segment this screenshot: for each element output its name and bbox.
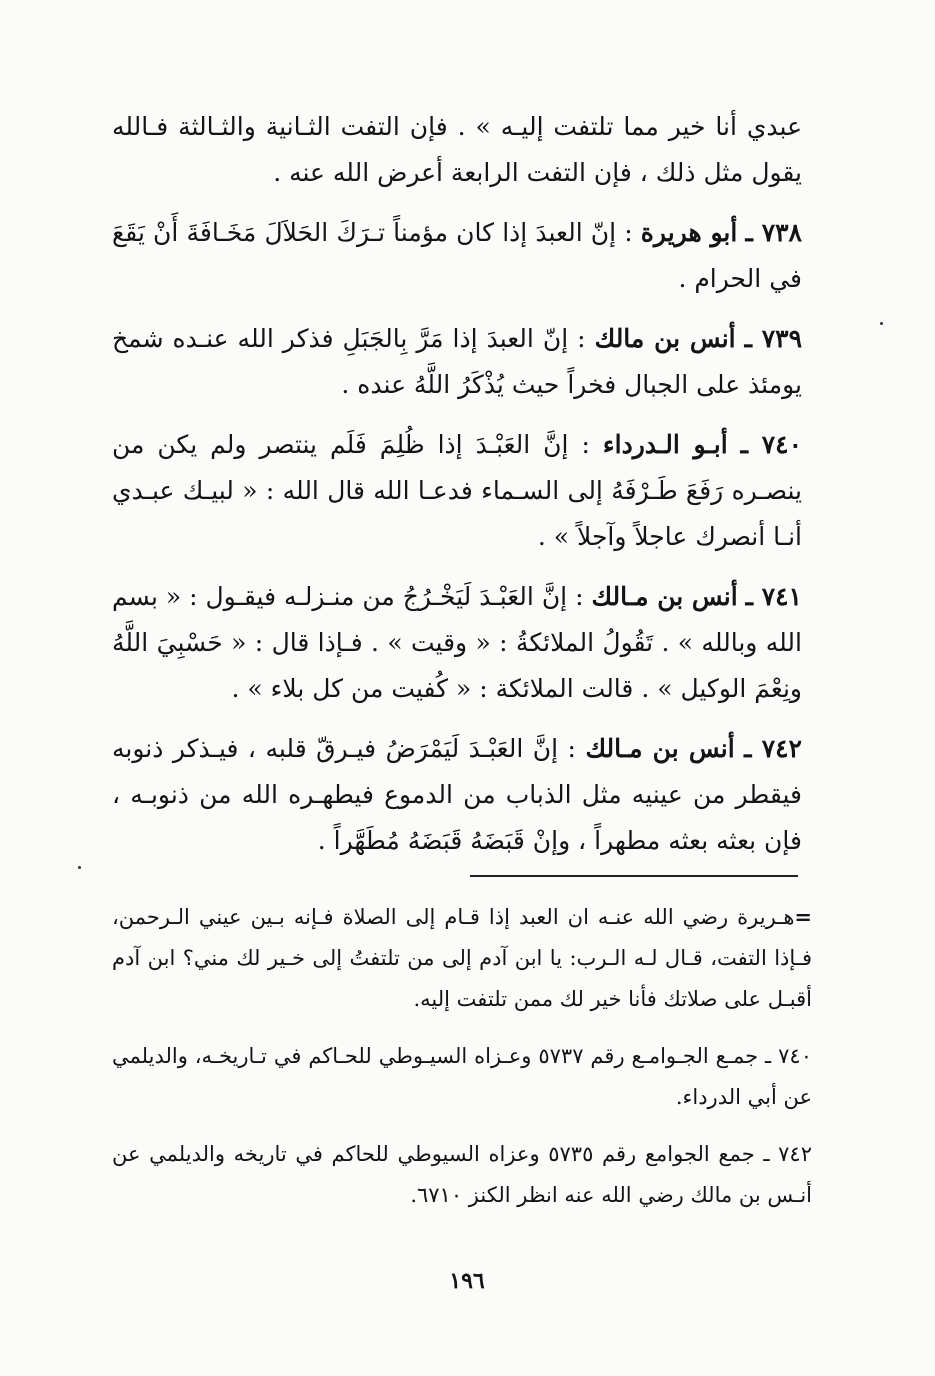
page-speck <box>880 322 883 325</box>
hadith-number: ٧٣٨ ـ <box>745 218 802 247</box>
hadith-text: : إنّ العبدَ إذا كان مؤمناً تـرَكَ الحَلاَلَ مَخَـافَةَ أَنْ يَقَعَ في الحرام . <box>112 218 802 293</box>
hadith-text: : إنَّ العَبْـدَ لَيَمْرَضُ فيـرقّ قلبه ، فيـذكر ذنوبه فيقطر من عينيه مثل الذباب من الدموع فيطهـره الله من ذنوبـه ، فإن بعثه بعثه مطهراً ، وإنْ قَبَضَهُ قَبَضَهُ مُطَهَّراً . <box>112 734 802 855</box>
continued-paragraph: عبدي أنا خير مما تلتفت إليـه » . فإن التفت الثـانية والثـالثة فـالله يقول مثل ذلك ، فإن التفت الرابعة أعرض الله عنه . <box>112 112 802 187</box>
footnote-divider <box>470 875 798 877</box>
continuation-mark: = <box>794 904 812 929</box>
hadith-740 <box>112 422 802 560</box>
hadith-number: ٧٣٩ ـ <box>744 324 803 353</box>
main-text <box>112 104 802 878</box>
page-number: ١٩٦ <box>449 1268 485 1294</box>
hadith-742 <box>112 726 802 864</box>
narrator-name: أنس بن مـالك <box>591 582 738 611</box>
footnote-740: ٧٤٠ ـ جمـع الجـوامـع رقم ٥٧٣٧ وعـزاه السيـوطي للحـاكم في تـاريخـه، والديلمي عن أبي الدرداء. <box>112 1044 812 1109</box>
footnote-text: هـريرة رضي الله عنـه ان العبد إذا قـام إلى الصلاة فـإنه بـين عيني الـرحمن، فـإذا التفت، قـال لـه الـرب: يا ابن آدم إلى من تلتفتُ إلى خـير لك مني؟ ابن آدم أقبـل على صلاتك فأنا خير لك ممن تلتفت إليه. <box>112 905 812 1011</box>
hadith-text: : إنَّ العَبْـدَ إذا ظُلِمَ فَلَم ينتصر ولم يكن من ينصـره رَفَعَ طَـرْفَهُ إلى السـماء فدعـا الله قال الله : « لبيـك عبـدي أنـا أنصرك عاجلاً وآجلاً » . <box>112 430 802 551</box>
footnotes <box>112 896 812 1232</box>
hadith-text: : إنّ العبدَ إذا مَرَّ بِالجَبَلِ فذكر الله عنـده شمخ يومئذ على الجبال فخراً حيث يُذْكَرُ اللَّهُ عنده . <box>112 324 802 399</box>
hadith-number: ٧٤٠ ـ <box>740 430 803 459</box>
footnote-continued <box>112 896 812 1020</box>
hadith-number: ٧٤١ ـ <box>745 582 802 611</box>
hadith-number: ٧٤٢ ـ <box>744 734 802 763</box>
hadith-741 <box>112 574 802 712</box>
footnote-742: ٧٤٢ ـ جمع الجوامع رقم ٥٧٣٥ وعزاه السيوطي للحاكم في تاريخه والديلمي عن أنـس بن مالك رضي الله عنه انظر الكنز ٦٧١٠. <box>112 1142 812 1207</box>
narrator-name: أنس بن مـالك <box>585 734 735 763</box>
narrator-name: أبو هريرة <box>640 218 738 247</box>
hadith-text: : إنَّ العَبْـدَ لَيَخْـرُجُ من منـزلـه فيقـول : « بسم الله وبالله » . تَقُولُ الملائكةُ : « وقيت » . فـإذا قال : « حَسْبِيَ اللَّهُ ونِعْمَ الوكيل » . قالت الملائكة : « كُفيت من كل بلاء » . <box>112 582 802 703</box>
hadith-738 <box>112 210 802 302</box>
narrator-name: أبـو الـدرداء <box>602 430 728 459</box>
hadith-739 <box>112 316 802 408</box>
page-speck <box>78 866 81 869</box>
narrator-name: أنس بن مالك <box>594 324 736 353</box>
